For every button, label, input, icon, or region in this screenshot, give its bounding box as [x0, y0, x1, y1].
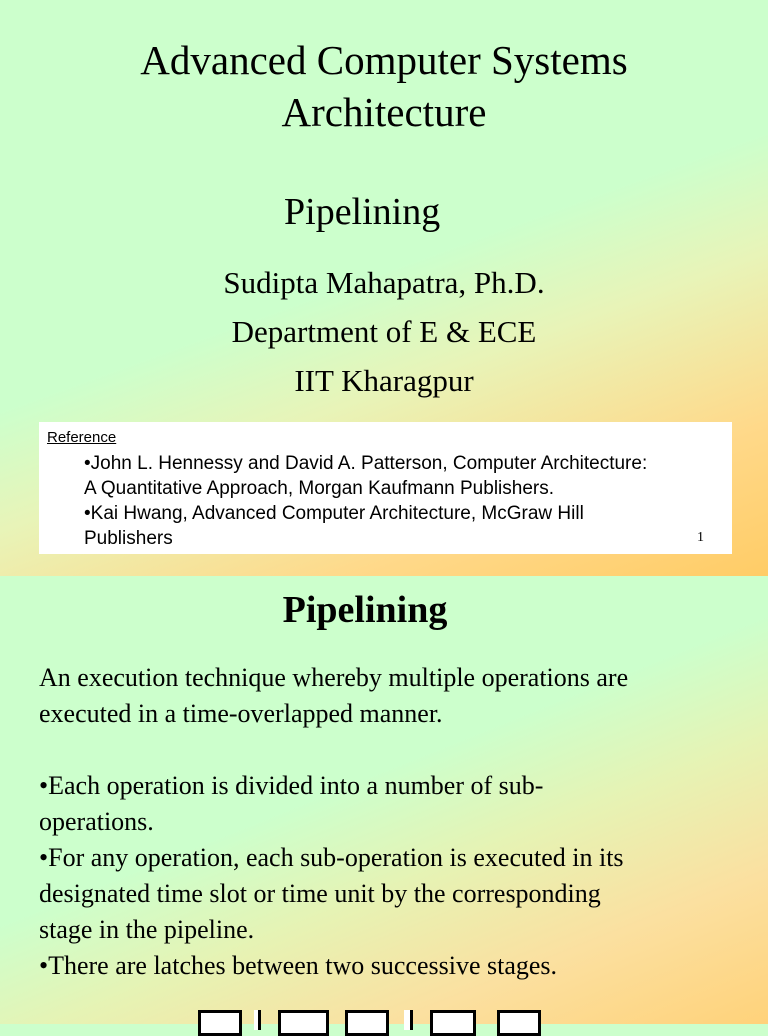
department-name: Department of E & ECE — [231, 314, 537, 349]
author-name: Sudipta Mahapatra, Ph.D. — [223, 265, 545, 300]
reference-label: Reference — [47, 429, 117, 446]
reference-item-1-line-1: •John L. Hennessy and David A. Patterson, Computer Architecture: — [84, 453, 648, 474]
title-line-2: Architecture — [281, 89, 487, 135]
body-line-1: An execution technique whereby multiple operations are — [39, 663, 629, 692]
diagram-box — [430, 1010, 476, 1036]
slide-subtitle: Pipelining — [284, 191, 441, 233]
diagram-box — [198, 1010, 242, 1036]
page-number: 1 — [697, 530, 704, 545]
body-line-6: designated time slot or time unit by the corresponding — [39, 879, 601, 908]
reference-item-2-line-2: Publishers — [84, 528, 173, 549]
diagram-box — [345, 1010, 389, 1036]
title-line-1: Advanced Computer Systems — [140, 37, 628, 83]
body-line-5: •For any operation, each sub-operation is executed in its — [39, 843, 624, 872]
slide-title — [0, 34, 768, 138]
body-line-8: •There are latches between two successive stages. — [39, 951, 558, 980]
reference-item-2-line-1: •Kai Hwang, Advanced Computer Architecture, McGraw Hill — [84, 503, 584, 524]
body-line-2: executed in a time-overlapped manner. — [39, 699, 443, 728]
body-line-7: stage in the pipeline. — [39, 915, 255, 944]
body-line-3: •Each operation is divided into a number of sub- — [39, 771, 544, 800]
diagram-divider — [404, 1010, 413, 1030]
slide-2 — [0, 576, 768, 1024]
reference-box — [39, 422, 732, 554]
body-line-4: operations. — [39, 807, 154, 836]
reference-item-1-line-2: A Quantitative Approach, Morgan Kaufmann Publishers. — [84, 478, 554, 499]
slide-2-title: Pipelining — [282, 589, 448, 631]
institute-name: IIT Kharagpur — [294, 363, 474, 398]
diagram-box — [278, 1010, 329, 1036]
diagram-box — [497, 1010, 541, 1036]
diagram-divider — [254, 1010, 261, 1030]
